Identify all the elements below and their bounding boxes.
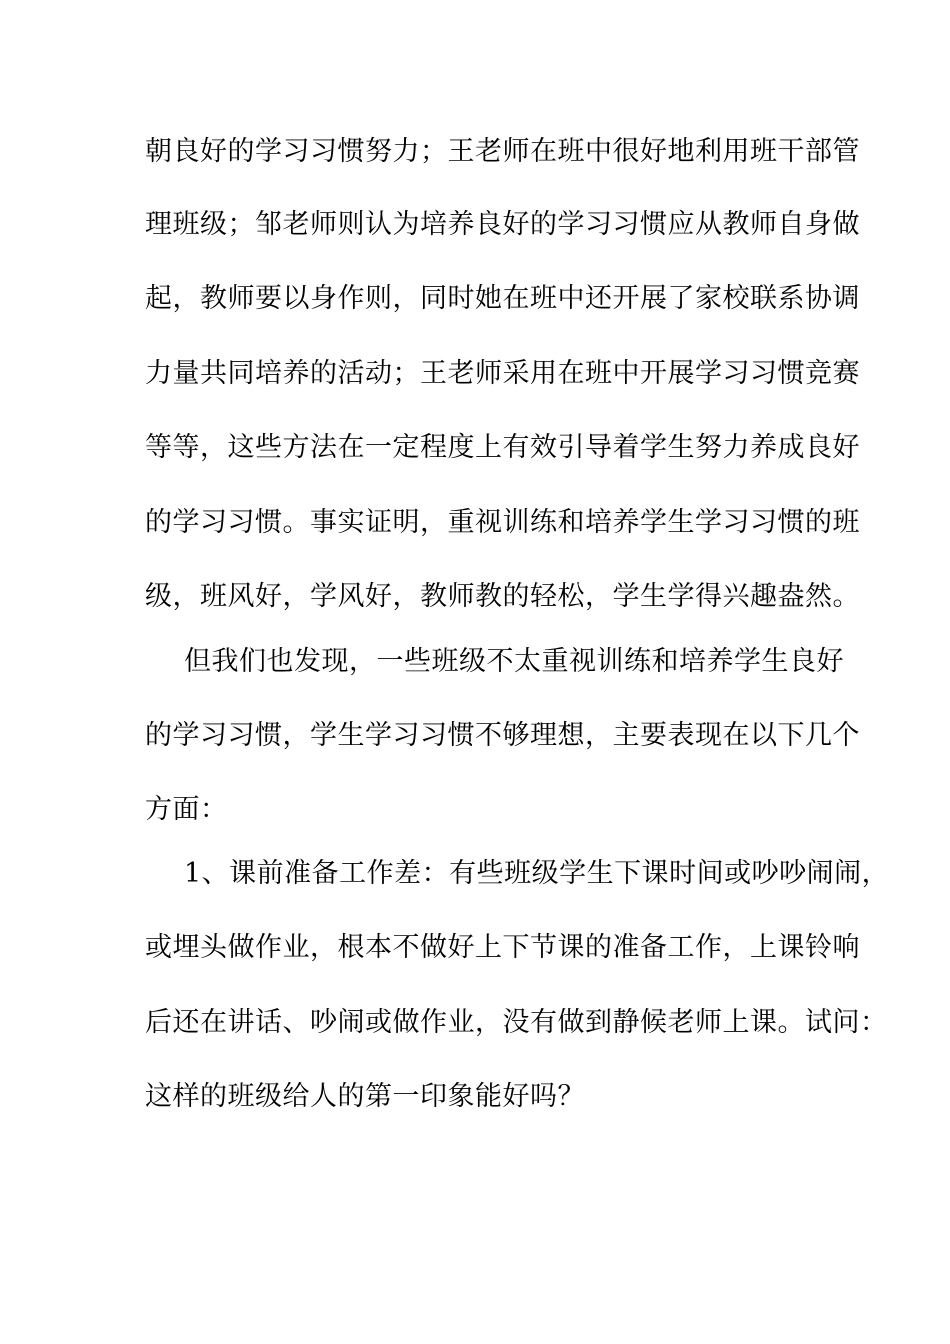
paragraph-line-4: 力量共同培养的活动；王老师采用在班中开展学习习惯竞赛 [145, 358, 860, 389]
paragraph-line-10: 方面： [145, 794, 228, 825]
paragraph-line-7: 级，班风好，学风好，教师教的轻松，学生学得兴趣盎然。 [145, 581, 860, 612]
paragraph-line-13: 后还在讲话、吵闹或做作业，没有做到静候老师上课。试问： [145, 1007, 888, 1038]
paragraph-line-12: 或埋头做作业，根本不做好上下节课的准备工作，上课铃响 [145, 932, 860, 963]
paragraph-line-2: 理班级；邹老师则认为培养良好的学习习惯应从教师自身做 [145, 209, 860, 240]
paragraph-line-1: 朝良好的学习习惯努力；王老师在班中很好地利用班干部管 [145, 136, 860, 167]
paragraph-line-6: 的学习习惯。事实证明，重视训练和培养学生学习习惯的班 [145, 507, 860, 538]
paragraph-line-11: 1、课前准备工作差：有些班级学生下课时间或吵吵闹闹， [184, 858, 890, 889]
paragraph-line-9: 的学习习惯，学生学习习惯不够理想，主要表现在以下几个 [145, 720, 860, 751]
paragraph-line-5: 等等，这些方法在一定程度上有效引导着学生努力养成良好 [145, 432, 860, 463]
paragraph-line-8: 但我们也发现，一些班级不太重视训练和培养学生良好 [184, 646, 844, 677]
paragraph-line-3: 起，教师要以身作则，同时她在班中还开展了家校联系协调 [145, 283, 860, 314]
paragraph-line-14: 这样的班级给人的第一印象能好吗？ [145, 1081, 585, 1112]
